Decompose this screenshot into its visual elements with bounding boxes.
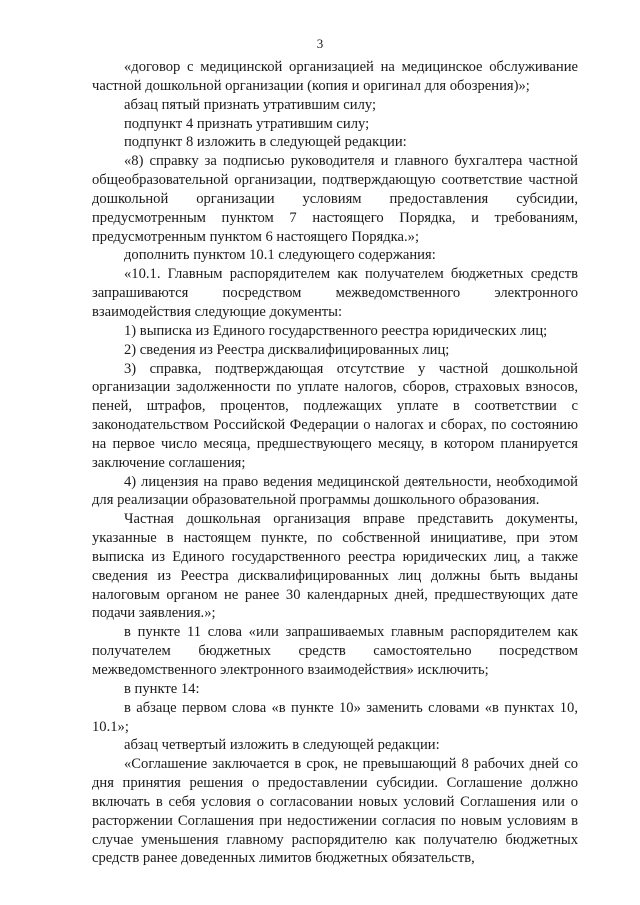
paragraph: «10.1. Главным распорядителем как получателем бюджетных средств запрашиваются посредством межведомственного электронного взаимодействия следующие документы: — [92, 266, 578, 320]
paragraph: «Соглашение заключается в срок, не превышающий 8 рабочих дней со дня принятия решения о предоставлении субсидии. Соглашение должно включать в себя условия о согласовании новых условий Соглашения или о расторжении Соглашения при недостижении согласия по новым условиям в случае уменьшения главному распорядителю как получателю бюджетных средств ранее доведенных лимитов бюджетных обязательств, — [92, 756, 578, 867]
paragraph: «8) справку за подписью руководителя и главного бухгалтера частной общеобразовательной организации, подтверждающую соответствие частной дошкольной организации условиям предоставления субсидии, предусмотренным пунктом 7 настоящего Порядка, и требованиям, предусмотренным пунктом 6 настоящего Порядка.»; — [92, 153, 578, 245]
paragraph: 2) сведения из Реестра дисквалифицированных лиц; — [124, 341, 450, 358]
paragraph: дополнить пунктом 10.1 следующего содержания: — [124, 247, 436, 264]
paragraph: в пункте 11 слова «или запрашиваемых главным распорядителем как получателем бюджетных средств самостоятельно посредством межведомственного электронного взаимодействия» исключить; — [92, 624, 578, 678]
paragraph: 3) справка, подтверждающая отсутствие у частной дошкольной организации задолженности по уплате налогов, сборов, страховых взносов, пеней, штрафов, процентов, подлежащих уплате в соответствии с законодательством Российской Федерации о налогах и сборах, по состоянию на первое число месяца, предшествующего месяцу, в котором планируется заключение соглашения; — [92, 360, 578, 471]
paragraph: «договор с медицинской организацией на медицинское обслуживание частной дошкольной организации (копия и оригинал для обозрения)»; — [92, 59, 578, 94]
paragraph: в пункте 14: — [124, 680, 200, 697]
page-number: 3 — [316, 36, 324, 51]
paragraph: 1) выписка из Единого государственного реестра юридических лиц; — [124, 322, 548, 339]
paragraph: в абзаце первом слова «в пункте 10» заменить словами «в пунктах 10, 10.1»; — [92, 699, 578, 735]
paragraph: 4) лицензия на право ведения медицинской деятельности, необходимой для реализации образовательной программы дошкольного образования. — [92, 473, 578, 509]
paragraph: подпункт 4 признать утратившим силу; — [124, 115, 370, 132]
paragraph: абзац четвертый изложить в следующей редакции: — [124, 737, 440, 754]
paragraph: Частная дошкольная организация вправе представить документы, указанные в настоящем пункте, по собственной инициативе, при этом выписка из Единого государственного реестра юридических лиц, а также сведения из Реестра дисквалифицированных лиц должны быть выданы налоговым органом не ранее 30 календарных дней, предшествующих дате подачи заявления.»; — [92, 511, 578, 622]
paragraph: абзац пятый признать утратившим силу; — [124, 96, 377, 113]
document-body — [92, 58, 578, 868]
paragraph: подпункт 8 изложить в следующей редакции: — [124, 134, 407, 151]
